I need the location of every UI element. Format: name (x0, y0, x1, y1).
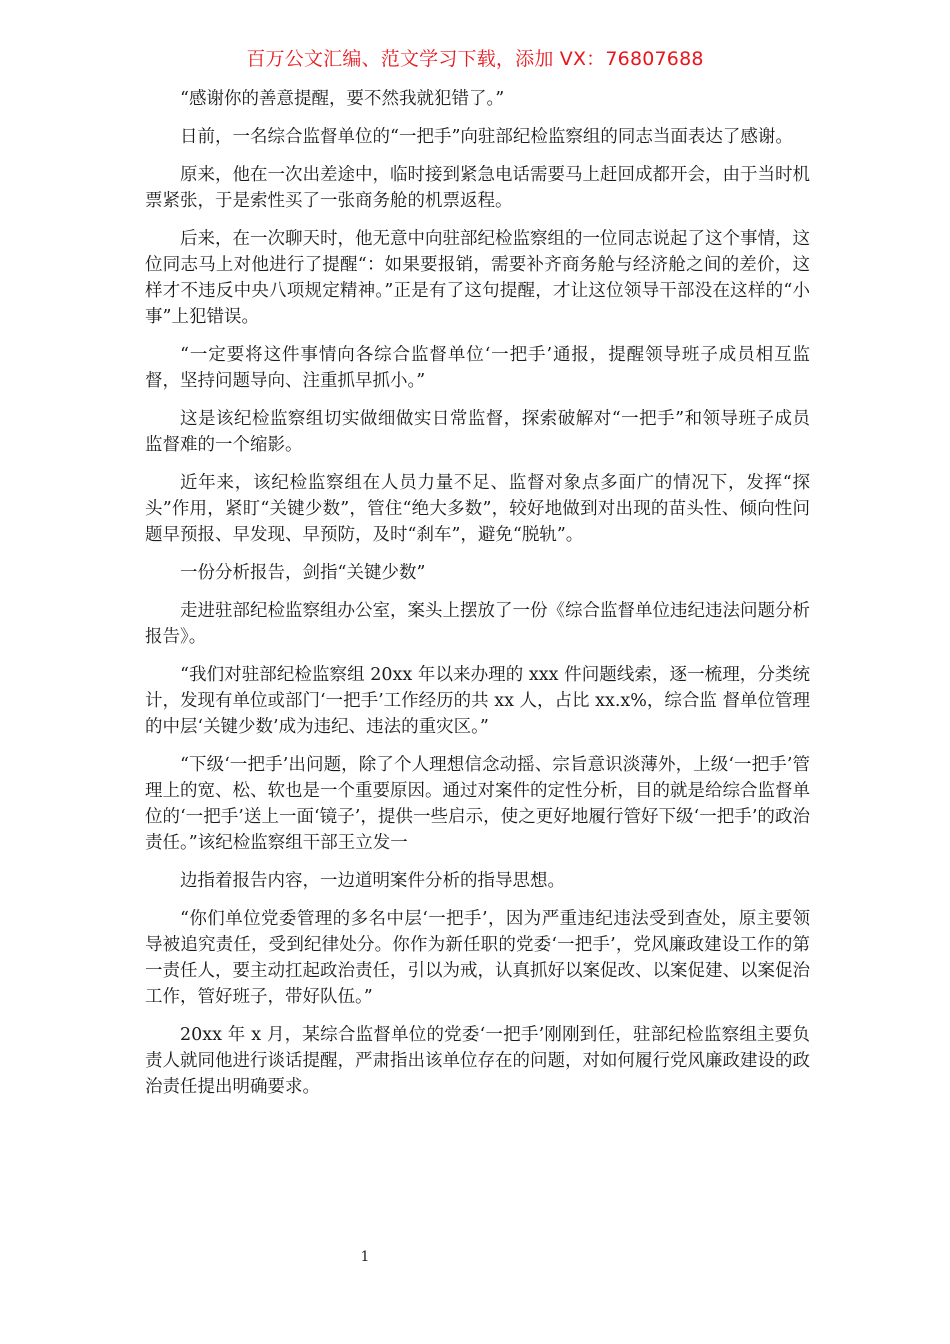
paragraph: 边指着报告内容，一边道明案件分析的指导思想。 (180, 871, 565, 891)
paragraph: 这是该纪检监察组切实做细做实日常监督，探索破解对“一把手”和领导班子成员监督难的一个缩影。 (145, 409, 810, 455)
header-banner: 百万公文汇编、范文学习下载，添加 VX：76807688 (246, 48, 704, 70)
paragraph: 近年来，该纪检监察组在人员力量不足、监督对象点多面广的情况下，发挥“探头”作用，紧盯“关键少数”，管住“绝大多数”，较好地做到对出现的苗头性、倾向性问题早预报、早发现、早预防，及时“刹车”，避免“脱轨”。 (145, 473, 810, 545)
paragraph: “我们对驻部纪检监察组 20xx 年以来办理的 xxx 件问题线索，逐一梳理，分类统计，发现有单位或部门‘一把手’工作经历的共 xx 人，占比 xx.x%，综合监 督单位管理的中层‘关键少数’成为违纪、违法的重灾区。” (145, 665, 810, 737)
paragraph: 20xx 年 x 月，某综合监督单位的党委‘一把手’刚刚到任，驻部纪检监察组主要负责人就同他进行谈话提醒，严肃指出该单位存在的问题，对如何履行党风廉政建设的政治责任提出明确要求。 (145, 1025, 810, 1097)
paragraph: 走进驻部纪检监察组办公室，案头上摆放了一份《综合监督单位违纪违法问题分析报告》。 (145, 601, 810, 647)
paragraph: “你们单位党委管理的多名中层‘一把手’，因为严重违纪违法受到查处，原主要领导被追究责任，受到纪律处分。你作为新任职的党委‘一把手’，党风廉政建设工作的第一责任人，要主动扛起政治责任，引以为戒，认真抓好以案促改、以案促建、以案促治工作，管好班子，带好队伍。” (145, 909, 810, 1007)
section-heading: 一份分析报告，剑指“关键少数” (180, 563, 426, 583)
paragraph: 日前，一名综合监督单位的“一把手”向驻部纪检监察组的同志当面表达了感谢。 (180, 127, 793, 147)
page-number: 1 (360, 1249, 370, 1265)
document-body (145, 86, 810, 1112)
paragraph: 后来，在一次聊天时，他无意中向驻部纪检监察组的一位同志说起了这个事情，这位同志马上对他进行了提醒“：如果要报销，需要补齐商务舱与经济舱之间的差价，这样才不违反中央八项规定精神。”正是有了这句提醒，才让这位领导干部没在这样的“小事”上犯错误。 (145, 229, 810, 327)
paragraph: “一定要将这件事情向各综合监督单位‘一把手’通报，提醒领导班子成员相互监督，坚持问题导向、注重抓早抓小。” (145, 345, 810, 391)
paragraph: “下级‘一把手’出问题，除了个人理想信念动摇、宗旨意识淡薄外，上级‘一把手’管理上的宽、松、软也是一个重要原因。通过对案件的定性分析，目的就是给综合监督单位的‘一把手’送上一面‘镜子’，提供一些启示，使之更好地履行管好下级‘一把手’的政治责任。”该纪检监察组干部王立发一 (145, 755, 810, 853)
paragraph: 原来，他在一次出差途中，临时接到紧急电话需要马上赶回成都开会，由于当时机票紧张，于是索性买了一张商务舱的机票返程。 (145, 165, 810, 211)
paragraph: “感谢你的善意提醒，要不然我就犯错了。” (180, 89, 505, 109)
